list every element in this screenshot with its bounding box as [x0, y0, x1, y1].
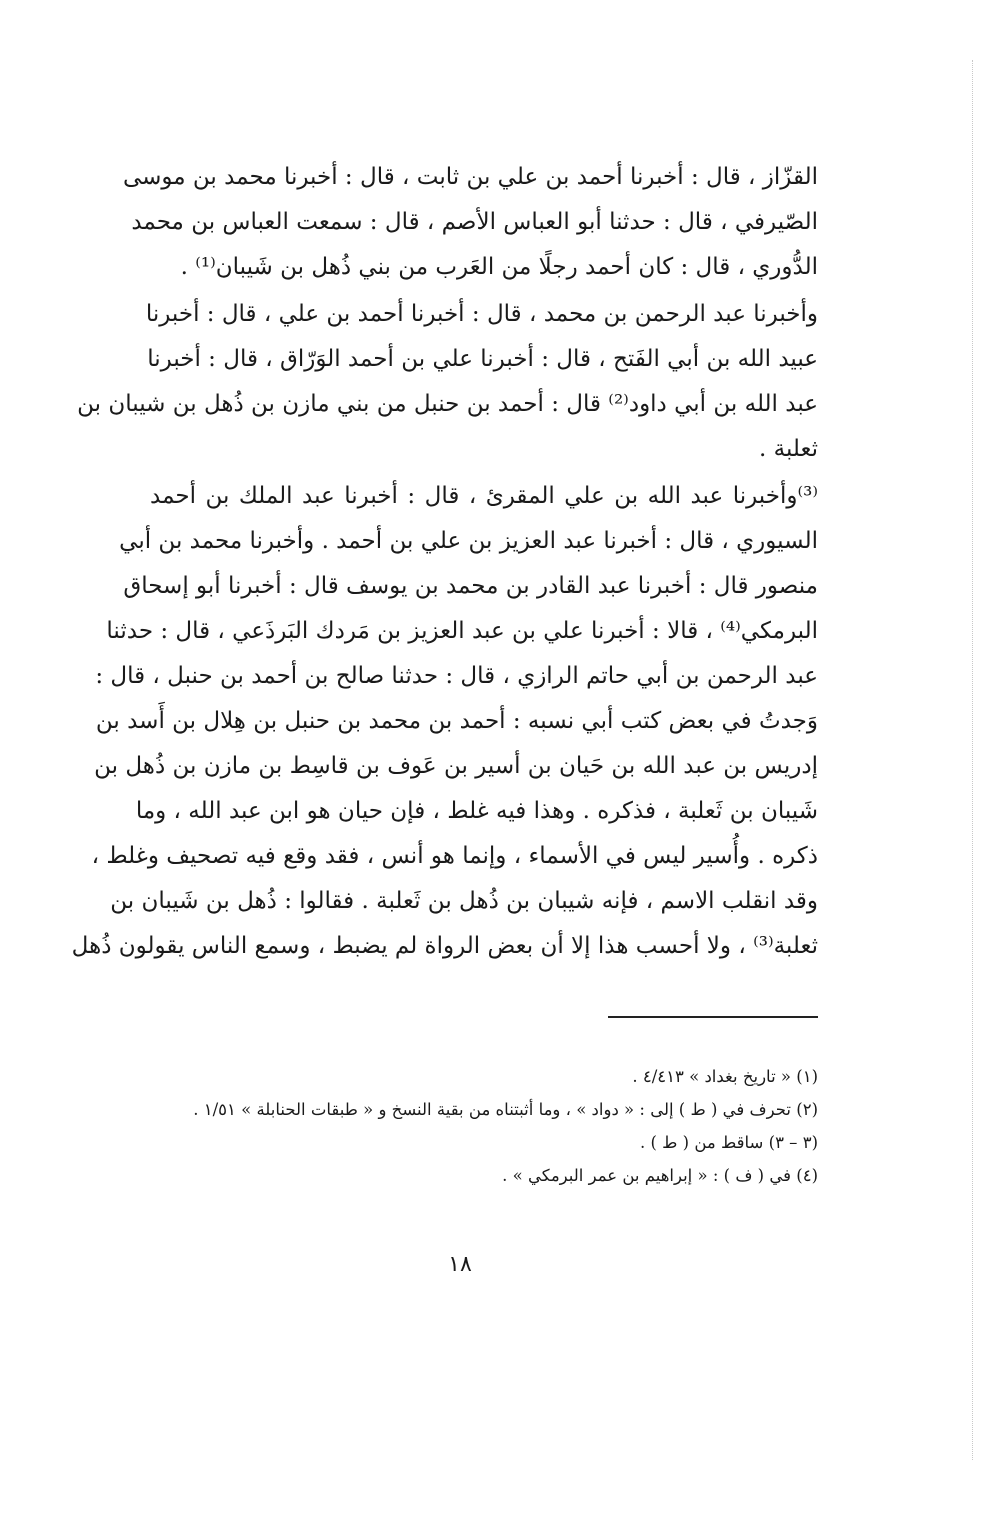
paragraph-3-text	[71, 474, 818, 969]
text-line: وأخبرنا عبد الرحمن بن محمد ، قال : أخبرنا أحمد بن علي ، قال : أخبرنا	[145, 301, 818, 327]
paragraph-2-text	[77, 292, 818, 472]
footnote-4: (٤) في ( ف ) : « إبراهيم بن عمر البرمكي » .	[502, 1166, 818, 1185]
footnote-2: (٢) تحرف في ( ط ) إلى : « دواد » ، وما أثبتناه من بقية النسخ و « طبقات الحنابلة » ١/٥١ .	[193, 1100, 818, 1119]
text-line: وَجدتُ في بعض كتب أبي نسبه : أحمد بن محمد بن حنبل بن هِلال بن أَسد بن	[95, 708, 818, 734]
text-line: القزّاز ، قال : أخبرنا أحمد بن علي بن ثابت ، قال : أخبرنا محمد بن موسى	[122, 164, 818, 190]
paragraph-3	[71, 474, 818, 969]
text-line: منصور قال : أخبرنا عبد القادر بن محمد بن يوسف قال : أخبرنا أبو إسحاق	[123, 573, 818, 599]
text-line: شَيبان بن ثَعلبة ، فذكره . وهذا فيه غلط ، فإن حيان هو ابن عبد الله ، وما	[135, 798, 818, 824]
paragraph-1	[122, 155, 818, 290]
text-line: السيوري ، قال : أخبرنا عبد العزيز بن علي بن أحمد . وأخبرنا محمد بن أبي	[119, 528, 818, 554]
scan-edge-line	[972, 60, 973, 1460]
text-line: ثعلبة⁽³⁾ ، ولا أحسب هذا إلا أن بعض الرواة لم يضبط ، وسمع الناس يقولون ذُهل	[71, 933, 818, 959]
text-line: عبد الله بن أبي داود⁽²⁾ قال : أحمد بن حنبل من بني مازن بن ذُهل بن شيبان بن	[77, 391, 818, 417]
paragraph-1-text	[122, 155, 818, 290]
paragraph-2	[77, 292, 818, 472]
footnote-separator	[608, 1016, 818, 1018]
text-line: الدُّوري ، قال : كان أحمد رجلًا من العَرب من بني ذُهل بن شَيبان⁽¹⁾ .	[180, 254, 818, 280]
text-line: ذكره . وأُسير ليس في الأسماء ، وإنما هو أنس ، فقد وقع فيه تصحيف وغلط ،	[91, 843, 818, 869]
text-line: إدريس بن عبد الله بن حَيان بن أسير بن عَوف بن قاسِط بن مازن بن ذُهل بن	[94, 753, 818, 779]
text-line: البرمكي⁽⁴⁾ ، قالا : أخبرنا علي بن عبد العزيز بن مَردك البَرذَعي ، قال : حدثنا	[106, 618, 818, 644]
footnote-3: (٣ – ٣) ساقط من ( ط ) .	[639, 1133, 818, 1152]
page-number: ١٨	[448, 1252, 472, 1277]
footnotes	[150, 1060, 818, 1192]
footnote-1: (١) « تاريخ بغداد » ٤/٤١٣ .	[632, 1067, 818, 1086]
text-line: ثعلبة .	[758, 436, 818, 462]
text-line: عبيد الله بن أبي الفَتح ، قال : أخبرنا علي بن أحمد الوَرّاق ، قال : أخبرنا	[147, 346, 818, 372]
text-line: وقد انقلب الاسم ، فإنه شيبان بن ذُهل بن ثَعلبة . فقالوا : ذُهل بن شَيبان بن	[110, 888, 818, 914]
text-line: عبد الرحمن بن أبي حاتم الرازي ، قال : حدثنا صالح بن أحمد بن حنبل ، قال :	[95, 663, 818, 689]
text-line: الصّيرفي ، قال : حدثنا أبو العباس الأصم ، قال : سمعت العباس بن محمد	[131, 209, 818, 235]
text-line: ⁽³⁾وأخبرنا عبد الله بن علي المقرئ ، قال : أخبرنا عبد الملك بن أحمد	[150, 483, 818, 509]
